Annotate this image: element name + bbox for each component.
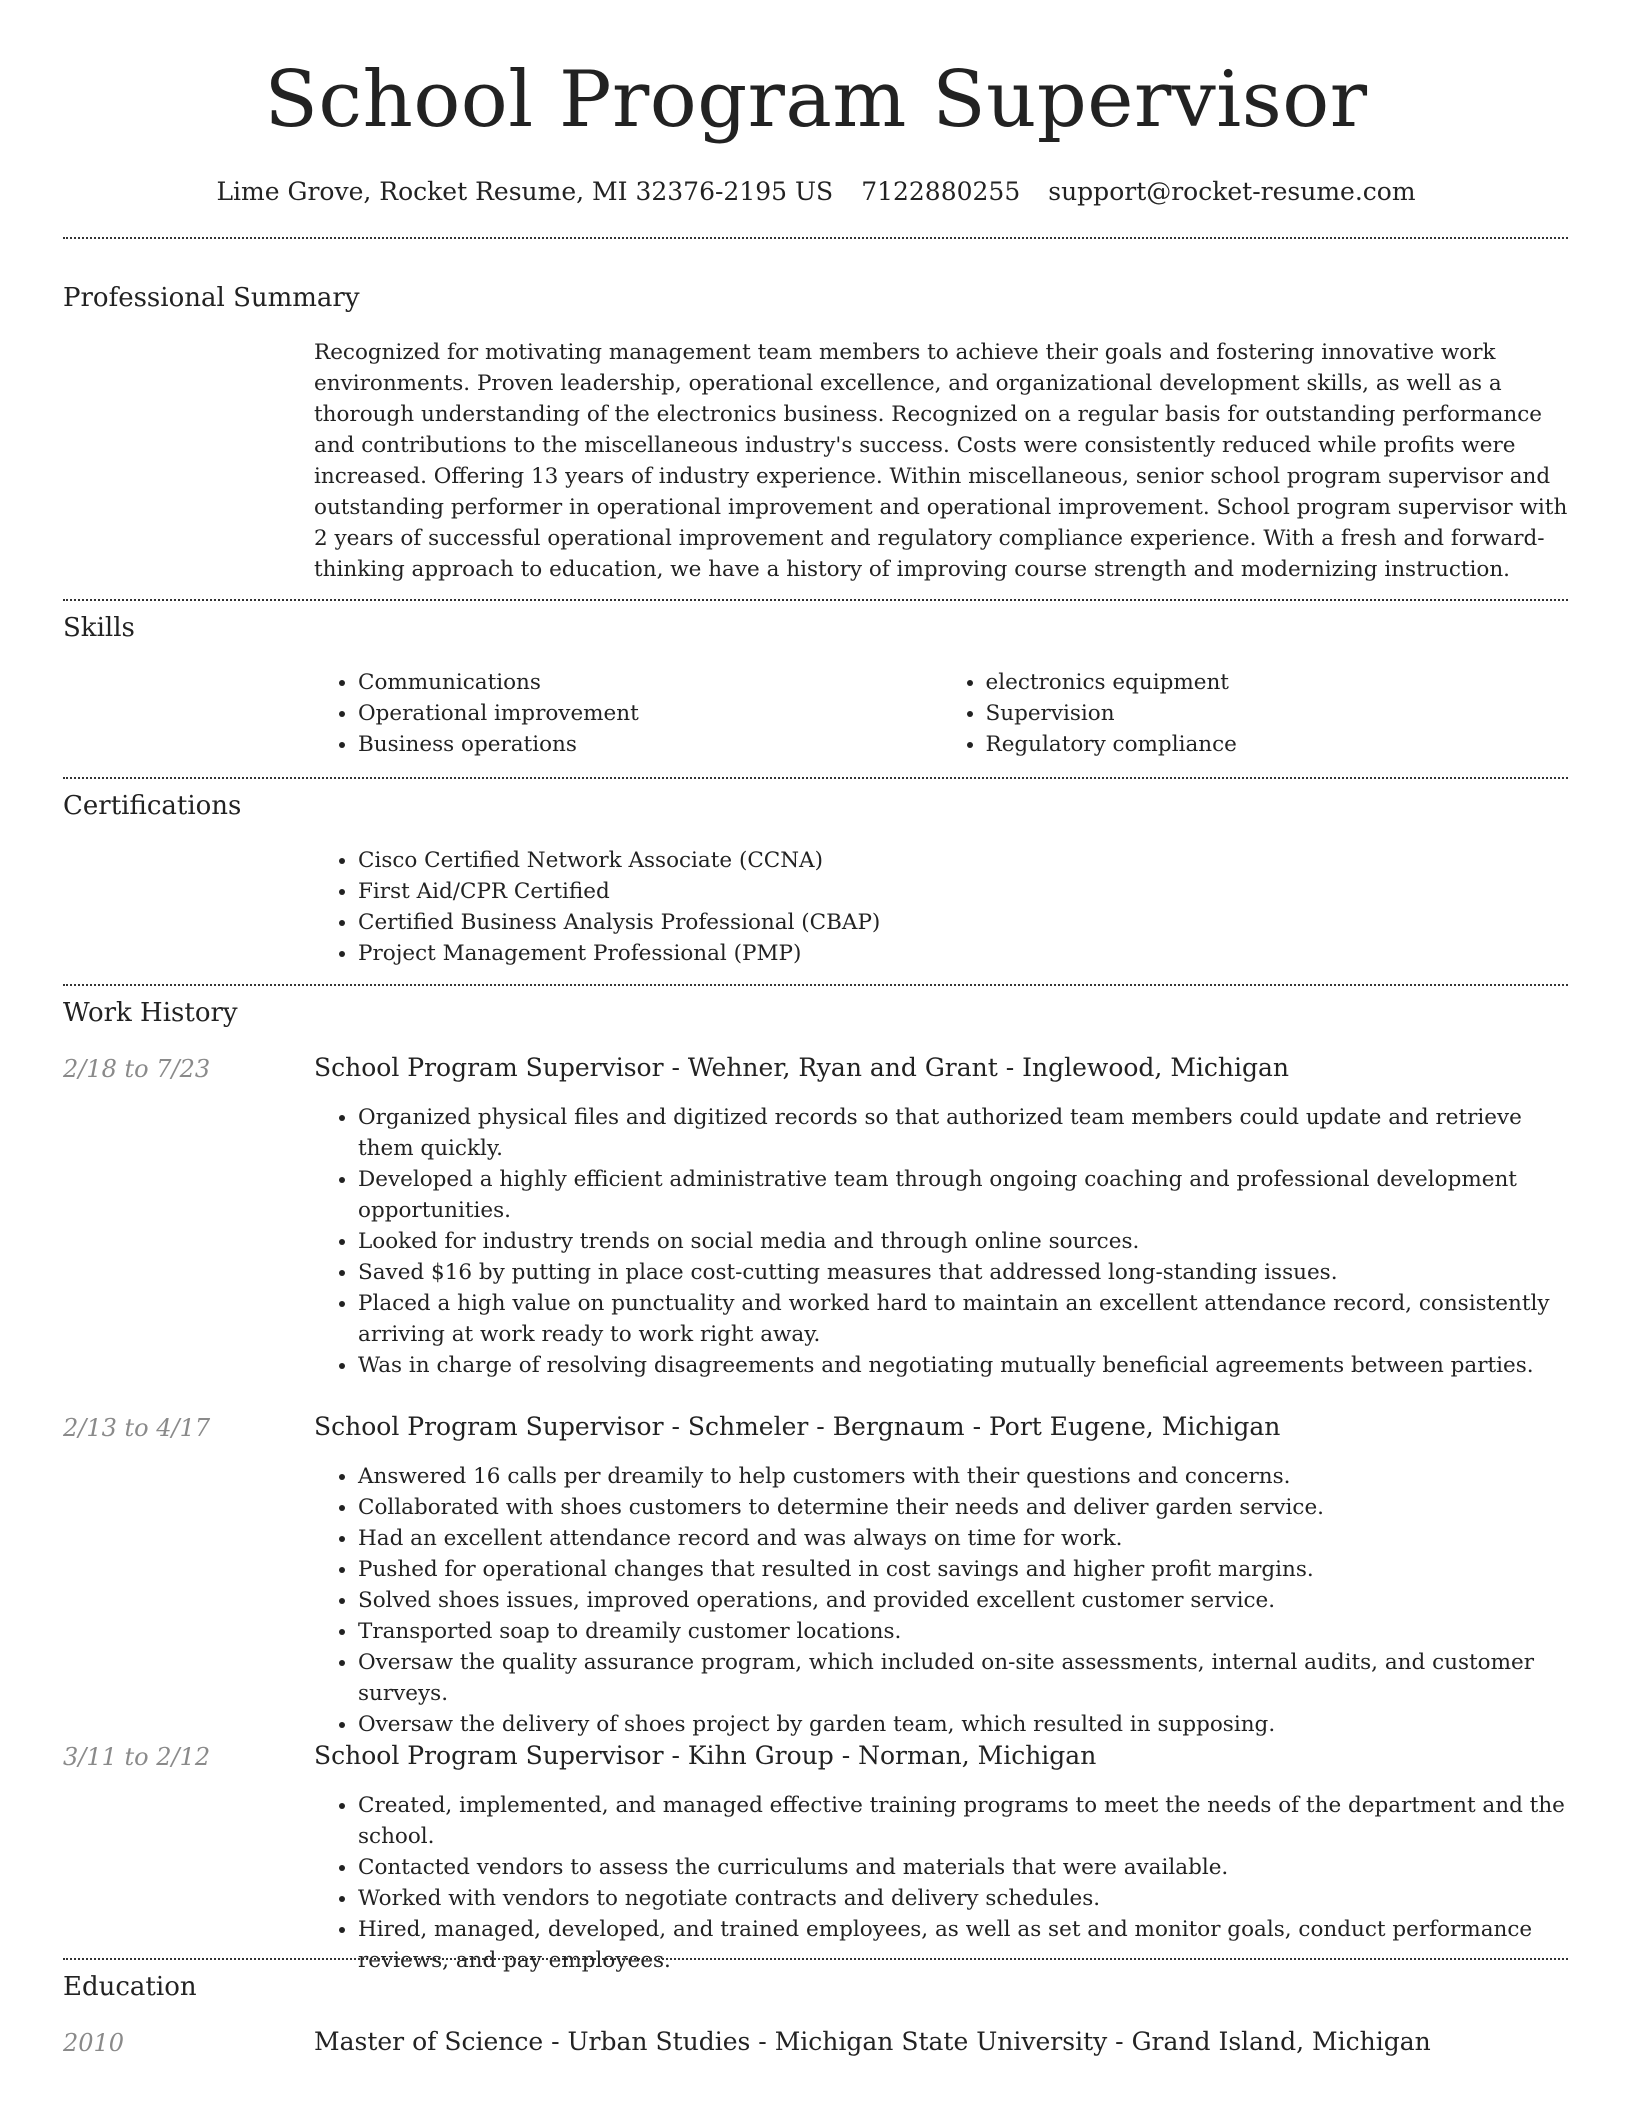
job-dates: 3/11 to 2/12 [63,1743,211,1771]
summary-title: Professional Summary [63,283,360,313]
education-title: Education [63,1972,197,2002]
certification-item: • Cisco Certified Network Associate (CCNA) [358,845,1569,876]
job-bullet: • Answered 16 calls per dreamily to help customers with their questions and concerns. [358,1461,1569,1492]
job-heading: School Program Supervisor - Wehner, Ryan and Grant - Inglewood, Michigan [314,1053,1290,1082]
job-bullet: • Developed a highly efficient administrative team through ongoing coaching and professional development opportunities. [358,1164,1569,1226]
skill-item: • Regulatory compliance [986,729,1570,760]
skills-title: Skills [63,613,135,643]
job-bullet: • Looked for industry trends on social media and through online sources. [358,1226,1569,1257]
certifications-list [314,845,1569,969]
certification-item: • Project Management Professional (PMP) [358,938,1569,969]
section-divider [63,777,1568,779]
job-bullet: • Oversaw the delivery of shoes project by garden team, which resulted in supposing. [358,1709,1569,1740]
job-bullet: • Placed a high value on punctuality and worked hard to maintain an excellent attendance record, consistently arriving at work ready to work right away. [358,1288,1569,1350]
job-heading: School Program Supervisor - Schmeler - Bergnaum - Port Eugene, Michigan [314,1412,1281,1441]
job-bullet: • Worked with vendors to negotiate contracts and delivery schedules. [358,1883,1569,1914]
job-bullets [314,1790,1569,1976]
job-bullets [314,1102,1569,1381]
certification-item: • Certified Business Analysis Professional (CBAP) [358,907,1569,938]
job-bullet: • Saved $16 by putting in place cost-cutting measures that addressed long-standing issues. [358,1257,1569,1288]
skills-list [314,667,1569,760]
section-divider [63,984,1568,986]
summary-text: Recognized for motivating management team members to achieve their goals and fostering innovative work environments. Proven leadership, operational excellence, and organizational development skills, as well as a thorough understanding of the electronics business. Recognized on a regular basis for outstanding performance and contributions to the miscellaneous industry's success. Costs were consistently reduced while profits were increased. Offering 13 years of industry experience. Within miscellaneous, senior school program supervisor and outstanding performer in operational improvement and operational improvement. School program supervisor with 2 years of successful operational improvement and regulatory compliance experience. With a fresh and forward-thinking approach to education, we have a history of improving course strength and modernizing instruction. [314,340,1568,582]
contact-email[interactable]: support@rocket-resume.com [1048,177,1416,206]
job-dates: 2/18 to 7/23 [63,1055,211,1083]
job-bullet: • Had an excellent attendance record and was always on time for work. [358,1523,1569,1554]
skill-item: • Communications [358,667,942,698]
job-bullet: • Was in charge of resolving disagreements and negotiating mutually beneficial agreements between parties. [358,1350,1569,1381]
contact-line [0,176,1632,208]
job-bullet: • Pushed for operational changes that resulted in cost savings and higher profit margins. [358,1554,1569,1585]
resume-header [0,0,1632,208]
summary-text-block [314,337,1569,585]
skills-column-right [942,667,1570,760]
certifications-title: Certifications [63,791,242,821]
certification-item: • First Aid/CPR Certified [358,876,1569,907]
job-bullet: • Solved shoes issues, improved operations, and provided excellent customer service. [358,1585,1569,1616]
section-divider [63,599,1568,601]
contact-phone: 7122880255 [861,177,1021,206]
skill-item: • Business operations [358,729,942,760]
work-history-title: Work History [63,998,238,1028]
job-bullets [314,1461,1569,1740]
skill-item: • Operational improvement [358,698,942,729]
job-bullet: • Collaborated with shoes customers to determine their needs and deliver garden service. [358,1492,1569,1523]
section-divider [63,237,1568,239]
section-divider [63,1958,1568,1960]
job-bullet: • Contacted vendors to assess the curriculums and materials that were available. [358,1852,1569,1883]
job-bullet: • Organized physical files and digitized records so that authorized team members could update and retrieve them quickly. [358,1102,1569,1164]
skill-item: • Supervision [986,698,1570,729]
education-heading: Master of Science - Urban Studies - Michigan State University - Grand Island, Michigan [314,2027,1431,2056]
candidate-name: School Program Supervisor [264,55,1368,145]
job-bullet: • Transported soap to dreamily customer locations. [358,1616,1569,1647]
skill-item: • electronics equipment [986,667,1570,698]
job-bullet: • Created, implemented, and managed effective training programs to meet the needs of the department and the school. [358,1790,1569,1852]
job-bullet: • Oversaw the quality assurance program, which included on-site assessments, internal audits, and customer surveys. [358,1647,1569,1709]
job-heading: School Program Supervisor - Kihn Group - Norman, Michigan [314,1741,1097,1770]
job-dates: 2/13 to 4/17 [63,1414,211,1442]
job-bullet: • Hired, managed, developed, and trained employees, as well as set and monitor goals, conduct performance reviews, and pay employees. [358,1914,1569,1976]
skills-column-left [314,667,942,760]
contact-address: Lime Grove, Rocket Resume, MI 32376-2195 US [216,177,834,206]
education-year: 2010 [63,2029,125,2057]
